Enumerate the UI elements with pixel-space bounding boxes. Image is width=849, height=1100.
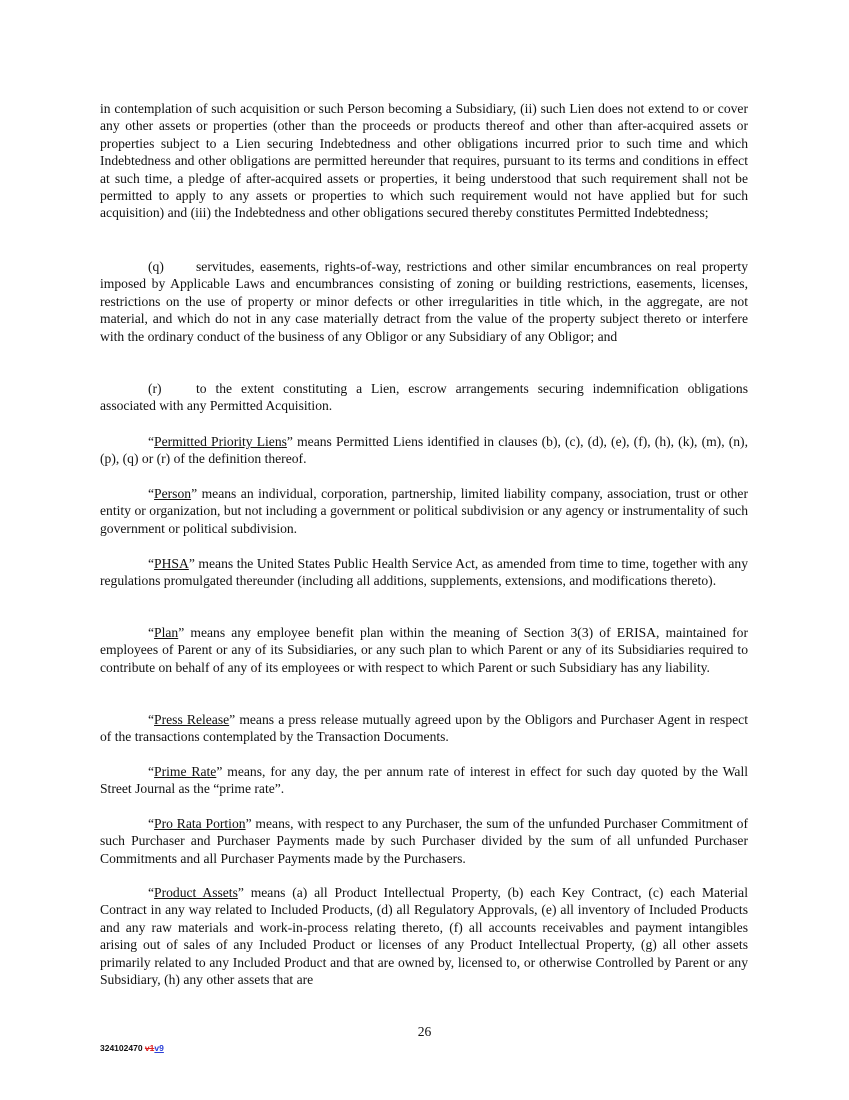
document-id-footer xyxy=(100,1040,164,1057)
deleted-version: v1 xyxy=(144,1043,155,1053)
defined-term: Person xyxy=(154,486,192,501)
clause-r xyxy=(100,380,748,415)
clause-r-label: (r) xyxy=(148,381,162,396)
inserted-version: v9 xyxy=(154,1043,164,1053)
page-number: 26 xyxy=(417,1024,432,1039)
clause-q-label: (q) xyxy=(148,259,164,274)
defined-term: Permitted Priority Liens xyxy=(154,434,287,449)
defined-term: Plan xyxy=(154,625,179,640)
definition-pro-rata-portion: “Pro Rata Portion” means, with respect to any Purchaser, the sum of the unfunded Purchaser Commitment of such Purchaser and Purchaser Payments made by such Purchaser divided by the sum of all unfunded Purchaser Commitments and all Purchaser Payments made by the Purchasers. xyxy=(100,816,749,866)
defined-term: Prime Rate xyxy=(154,764,217,779)
defined-term: PHSA xyxy=(154,556,189,571)
defined-term: Pro Rata Portion xyxy=(154,816,246,831)
continuation-paragraph: in contemplation of such acquisition or such Person becoming a Subsidiary, (ii) such Lien does not extend to or cover any other assets or properties (other than the proceeds or products thereof and other than after-acquired assets or properties subject to a Lien securing Indebtedness and other obligations incurred prior to such time and which Indebtedness and other obligations are permitted hereunder that requires, pursuant to its terms and conditions in effect at such time, a pledge of after-acquired assets or properties, it being understood that such requirement shall not be permitted to apply to any assets or properties to which such requirement would not have applied but for such acquisition) and (iii) the Indebtedness and other obligations secured thereby constitutes Permitted Indebtedness; xyxy=(100,101,748,221)
definition-person: “Person” means an individual, corporation, partnership, limited liability company, association, trust or other entity or organization, but not including a government or political subdivision or any agency or instrumentality of such government or political subdivision. xyxy=(100,486,748,536)
clause-r-text: to the extent constituting a Lien, escrow arrangements securing indemnification obligations associated with any Permitted Acquisition. xyxy=(100,381,748,414)
clause-q xyxy=(100,258,748,345)
definition-prime-rate: “Prime Rate” means, for any day, the per annum rate of interest in effect for such day quoted by the Wall Street Journal as the “prime rate”. xyxy=(100,764,748,797)
definition-permitted-priority-liens: “Permitted Priority Liens” means Permitted Liens identified in clauses (b), (c), (d), (e), (f), (h), (k), (m), (n), (p), (q) or (r) of the definition thereof. xyxy=(100,434,748,467)
definition-phsa: “PHSA” means the United States Public Health Service Act, as amended from time to time, together with any regulations promulgated thereunder (including all additions, supplements, extensions, and modifications thereto). xyxy=(100,556,748,589)
document-id: 324102470 xyxy=(100,1043,145,1053)
definition-plan: “Plan” means any employee benefit plan within the meaning of Section 3(3) of ERISA, maintained for employees of Parent or any of its Subsidiaries, or any such plan to which Parent or any of its Subsidiaries required to contribute on behalf of any of its employees or with respect to which Parent or such Subsidiary has any liability. xyxy=(100,625,748,675)
clause-q-text: servitudes, easements, rights-of-way, restrictions and other similar encumbrances on real property imposed by Applicable Laws and encumbrances consisting of zoning or building restrictions, easements, licenses, restrictions on the use of property or minor defects or other irregularities in title which, in the aggregate, are not material, and which do not in any case materially detract from the value of the property subject thereto or interfere with the ordinary conduct of the business of any Obligor or any Subsidiary of any Obligor; and xyxy=(100,259,748,344)
definition-press-release: “Press Release” means a press release mutually agreed upon by the Obligors and Purchaser Agent in respect of the transactions contemplated by the Transaction Documents. xyxy=(100,712,748,745)
definition-product-assets: “Product Assets” means (a) all Product Intellectual Property, (b) each Key Contract, (c) each Material Contract in any way related to Included Products, (d) all Regulatory Approvals, (e) all inventory of Included Products and any raw materials and work-in-process relating thereto, (f) all accounts receivables and payment intangibles arising out of sales of any Included Product or licenses of any Product Intellectual Property, (g) all other assets primarily related to any Included Product and that are owned by, licensed to, or otherwise Controlled by Parent or any Subsidiary, (h) any other assets that are xyxy=(100,885,748,988)
defined-term: Press Release xyxy=(154,712,230,727)
defined-term: Product Assets xyxy=(154,885,238,900)
